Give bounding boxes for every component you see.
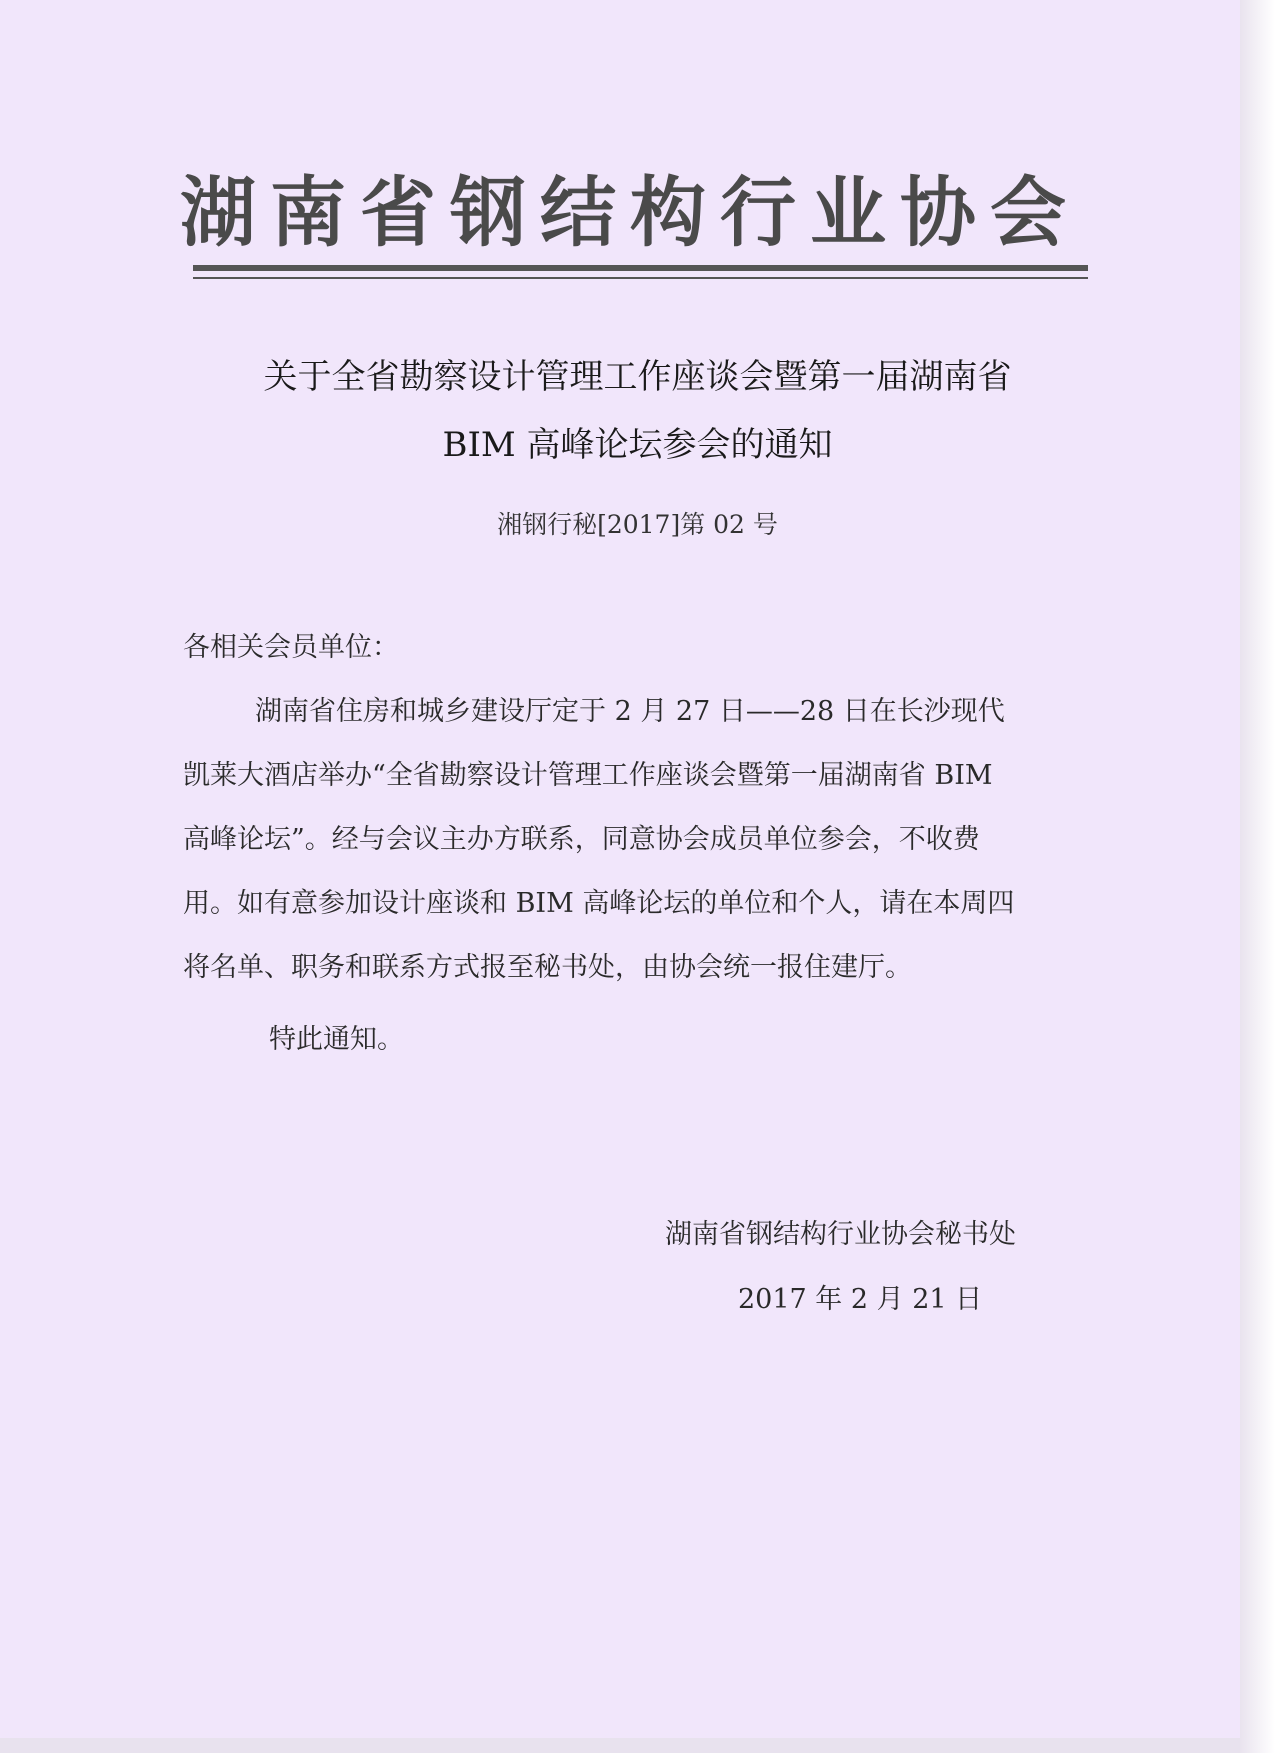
body-line: 将名单、职务和联系方式报至秘书处，由协会统一报住建厅。 [183, 952, 912, 983]
salutation: 各相关会员单位： [183, 632, 399, 663]
scan-bottom-edge [0, 1738, 1240, 1753]
scan-margin [1240, 0, 1275, 1753]
signature-organization: 湖南省钢结构行业协会秘书处 [665, 1219, 1016, 1250]
body-line: 用。如有意参加设计座谈和 BIM 高峰论坛的单位和个人，请在本周四 [183, 888, 1015, 919]
body-line: 高峰论坛”。经与会议主办方联系，同意协会成员单位参会，不收费 [183, 824, 980, 855]
document-title-line-1: 关于全省勘察设计管理工作座谈会暨第一届湖南省 [263, 357, 1012, 397]
document-number: 湘钢行秘[2017]第 02 号 [497, 510, 778, 539]
document-title-line-2: BIM 高峰论坛参会的通知 [442, 425, 833, 465]
closing-remark: 特此通知。 [269, 1024, 404, 1055]
signature-date: 2017 年 2 月 21 日 [738, 1284, 983, 1315]
body-line: 湖南省住房和城乡建设厅定于 2 月 27 日——28 日在长沙现代 [255, 696, 1005, 727]
body-line: 凯莱大酒店举办“全省勘察设计管理工作座谈会暨第一届湖南省 BIM [183, 760, 993, 791]
letterhead-rule-thin [193, 277, 1088, 279]
org-letterhead: 湖南省钢结构行业协会 [180, 168, 1080, 257]
letterhead-rule-thick [193, 265, 1088, 271]
